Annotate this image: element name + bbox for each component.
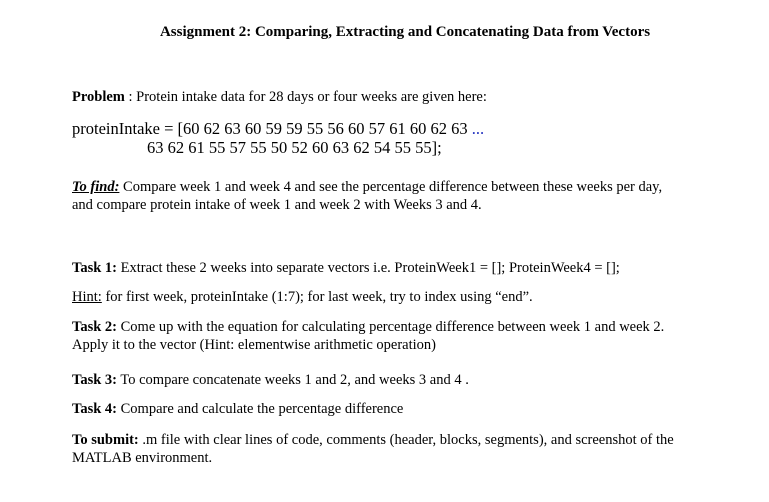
task-4: Task 4: Compare and calculate the percentage difference [72,401,404,417]
document-title: Assignment 2: Comparing, Extracting and Concatenating Data from Vectors [159,24,651,40]
to-submit-line-2: MATLAB environment. [72,450,213,466]
problem-statement: Problem : Protein intake data for 28 days or four weeks are given here: [72,89,487,105]
task-2: Task 2: Come up with the equation for calculating percentage difference between week 1 and week 2. [72,319,665,335]
task-2-line-2: Apply it to the vector (Hint: elementwise arithmetic operation) [72,337,437,353]
task-3: Task 3: To compare concatenate weeks 1 and 2, and weeks 3 and 4 . [72,372,469,388]
code-line-2: 63 62 61 55 57 55 50 52 60 63 62 54 55 55]; [147,138,442,157]
to-submit: To submit: .m file with clear lines of code, comments (header, blocks, segments), and screenshot of the [72,432,674,448]
task-1: Task 1: Extract these 2 weeks into separate vectors i.e. ProteinWeek1 = []; ProteinWeek4 = []; [72,260,620,276]
to-find-line-2: and compare protein intake of week 1 and week 2 with Weeks 3 and 4. [72,197,482,213]
to-find: To find: Compare week 1 and week 4 and see the percentage difference between these weeks per day, [72,179,663,195]
hint: Hint: for first week, proteinIntake (1:7); for last week, try to index using “end”. [72,289,533,305]
code-line-1: proteinIntake = [60 62 63 60 59 59 55 56 60 57 61 60 62 63 ... [72,119,485,138]
